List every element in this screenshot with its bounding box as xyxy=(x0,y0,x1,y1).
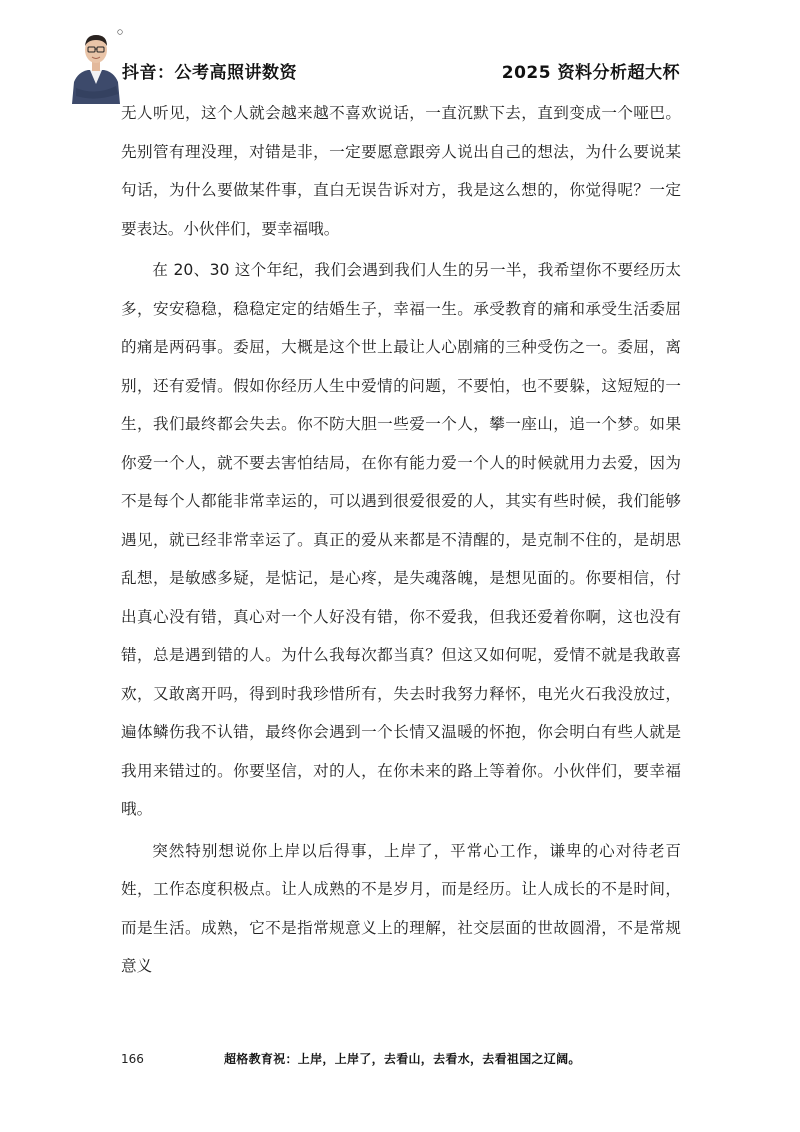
footer-motto: 超格教育祝：上岸，上岸了，去看山，去看水，去看祖国之辽阔。 xyxy=(224,1052,581,1066)
page-number: 166 xyxy=(121,1052,144,1066)
paragraph-2: 在 20、30 这个年纪，我们会遇到我们人生的另一半，我希望你不要经历太多，安安稳稳，稳稳定定的结婚生子，幸福一生。承受教育的痛和承受生活委屈的痛是两码事。委屈，大概是这个世上最让人心剧痛的三种受伤之一。委屈，离别，还有爱情。假如你经历人生中爱情的问题，不要怕，也不要躲，这短短的一生，我们最终都会失去。你不防大胆一些爱一个人，攀一座山，追一个梦。如果你爱一个人，就不要去害怕结局，在你有能力爱一个人的时候就用力去爱，因为不是每个人都能非常幸运的，可以遇到很爱很爱的人，其实有些时候，我们能够遇见，就已经非常幸运了。真正的爱从来都是不清醒的，是克制不住的，是胡思乱想，是敏感多疑，是惦记，是心疼，是失魂落魄，是想见面的。你要相信，付出真心没有错，真心对一个人好没有错，你不爱我，但我还爱着你啊，这也没有错，总是遇到错的人。为什么我每次都当真？但这又如何呢，爱情不就是我敢喜欢，又敢离开吗，得到时我珍惜所有，失去时我努力释怀，电光火石我没放过，遍体鳞伤我不认错，最终你会遇到一个长情又温暖的怀抱，你会明白有些人就是我用来错过的。你要坚信，对的人，在你未来的路上等着你。小伙伴们，要幸福哦。 xyxy=(121,261,681,818)
header-book-title: 2025 资料分析超大杯 xyxy=(501,63,680,83)
header-douyin-title: 抖音：公考高照讲数资 xyxy=(122,63,297,83)
main-text xyxy=(121,94,681,986)
paragraph-1: 无人听见，这个人就会越来越不喜欢说话，一直沉默下去，直到变成一个哑巴。先别管有理没理，对错是非，一定要愿意跟旁人说出自己的想法，为什么要说某句话，为什么要做某件事，直白无误告诉对方，我是这么想的，你觉得呢？一定要表达。小伙伴们，要幸福哦。 xyxy=(121,104,681,238)
paragraph-3: 突然特别想说你上岸以后得事，上岸了，平常心工作，谦卑的心对待老百姓，工作态度积极点。让人成熟的不是岁月，而是经历。让人成长的不是时间，而是生活。成熟，它不是指常规意义上的理解，社交层面的世故圆滑，不是常规意义 xyxy=(121,841,681,975)
presenter-avatar-icon xyxy=(68,26,124,104)
